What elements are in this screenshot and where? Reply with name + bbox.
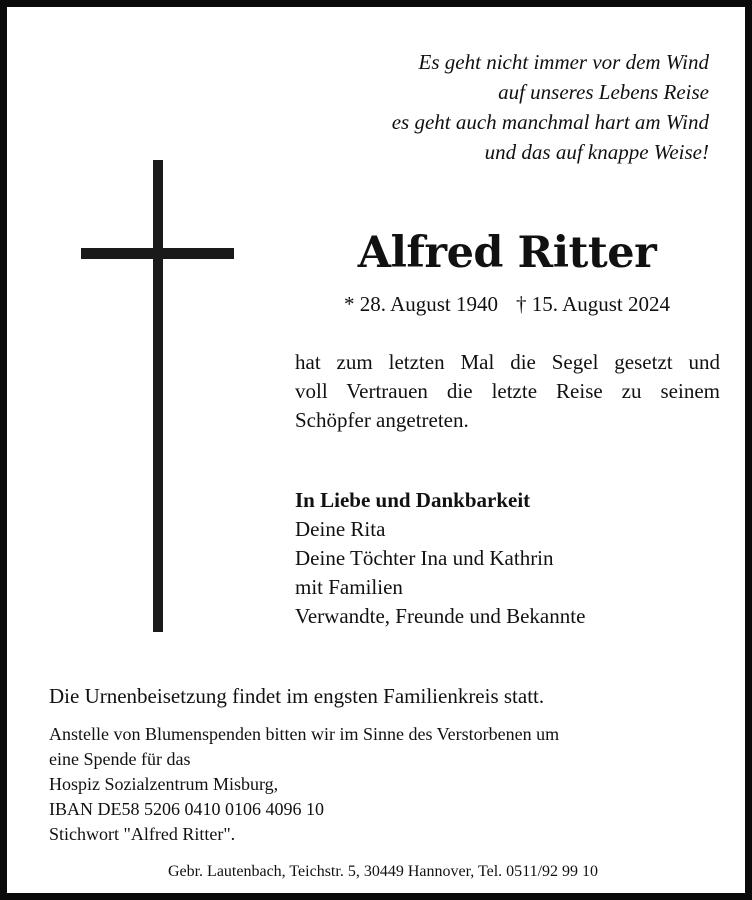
poem-line: Es geht nicht immer vor dem Wind <box>418 50 709 74</box>
birth-date: * 28. August 1940 <box>343 292 498 316</box>
poem <box>392 47 709 167</box>
mourners <box>295 486 585 631</box>
farewell-message <box>295 348 720 435</box>
mourner-line: Deine Töchter Ina und Kathrin <box>295 546 554 570</box>
donation-line: Anstelle von Blumenspenden bitten wir im Sinne des Verstorbenen um <box>49 724 560 744</box>
message-line: Schöpfer angetreten. <box>295 408 469 432</box>
message-line: voll Vertrauen die letzte Reise zu seinem <box>295 379 720 403</box>
funeral-home-footer: Gebr. Lautenbach, Teichstr. 5, 30449 Hannover, Tel. 0511/92 99 10 <box>167 863 599 880</box>
donation-iban: IBAN DE58 5206 0410 0106 4096 10 <box>49 799 324 819</box>
cross-horizontal-beam <box>81 248 234 259</box>
poem-line: auf unseres Lebens Reise <box>498 80 709 104</box>
donation-line: eine Spende für das <box>49 749 191 769</box>
cross-vertical-beam <box>153 160 163 632</box>
death-date: † 15. August 2024 <box>516 292 671 316</box>
life-dates <box>307 291 707 317</box>
burial-notice: Die Urnenbeisetzung findet im engsten Familienkreis statt. <box>49 684 545 708</box>
mourners-heading: In Liebe und Dankbarkeit <box>295 488 531 512</box>
mourner-line: Verwandte, Freunde und Bekannte <box>295 604 586 628</box>
donation-line: Hospiz Sozialzentrum Misburg, <box>49 774 279 794</box>
mourner-line: Deine Rita <box>295 517 386 541</box>
message-line: hat zum letzten Mal die Segel gesetzt und <box>295 350 720 374</box>
mourner-line: mit Familien <box>295 575 403 599</box>
deceased-name: Alfred Ritter <box>357 228 657 278</box>
donation-notice <box>49 722 559 847</box>
poem-line: und das auf knappe Weise! <box>484 140 709 164</box>
poem-line: es geht auch manchmal hart am Wind <box>391 110 709 134</box>
donation-keyword: Stichwort "Alfred Ritter". <box>49 824 236 844</box>
